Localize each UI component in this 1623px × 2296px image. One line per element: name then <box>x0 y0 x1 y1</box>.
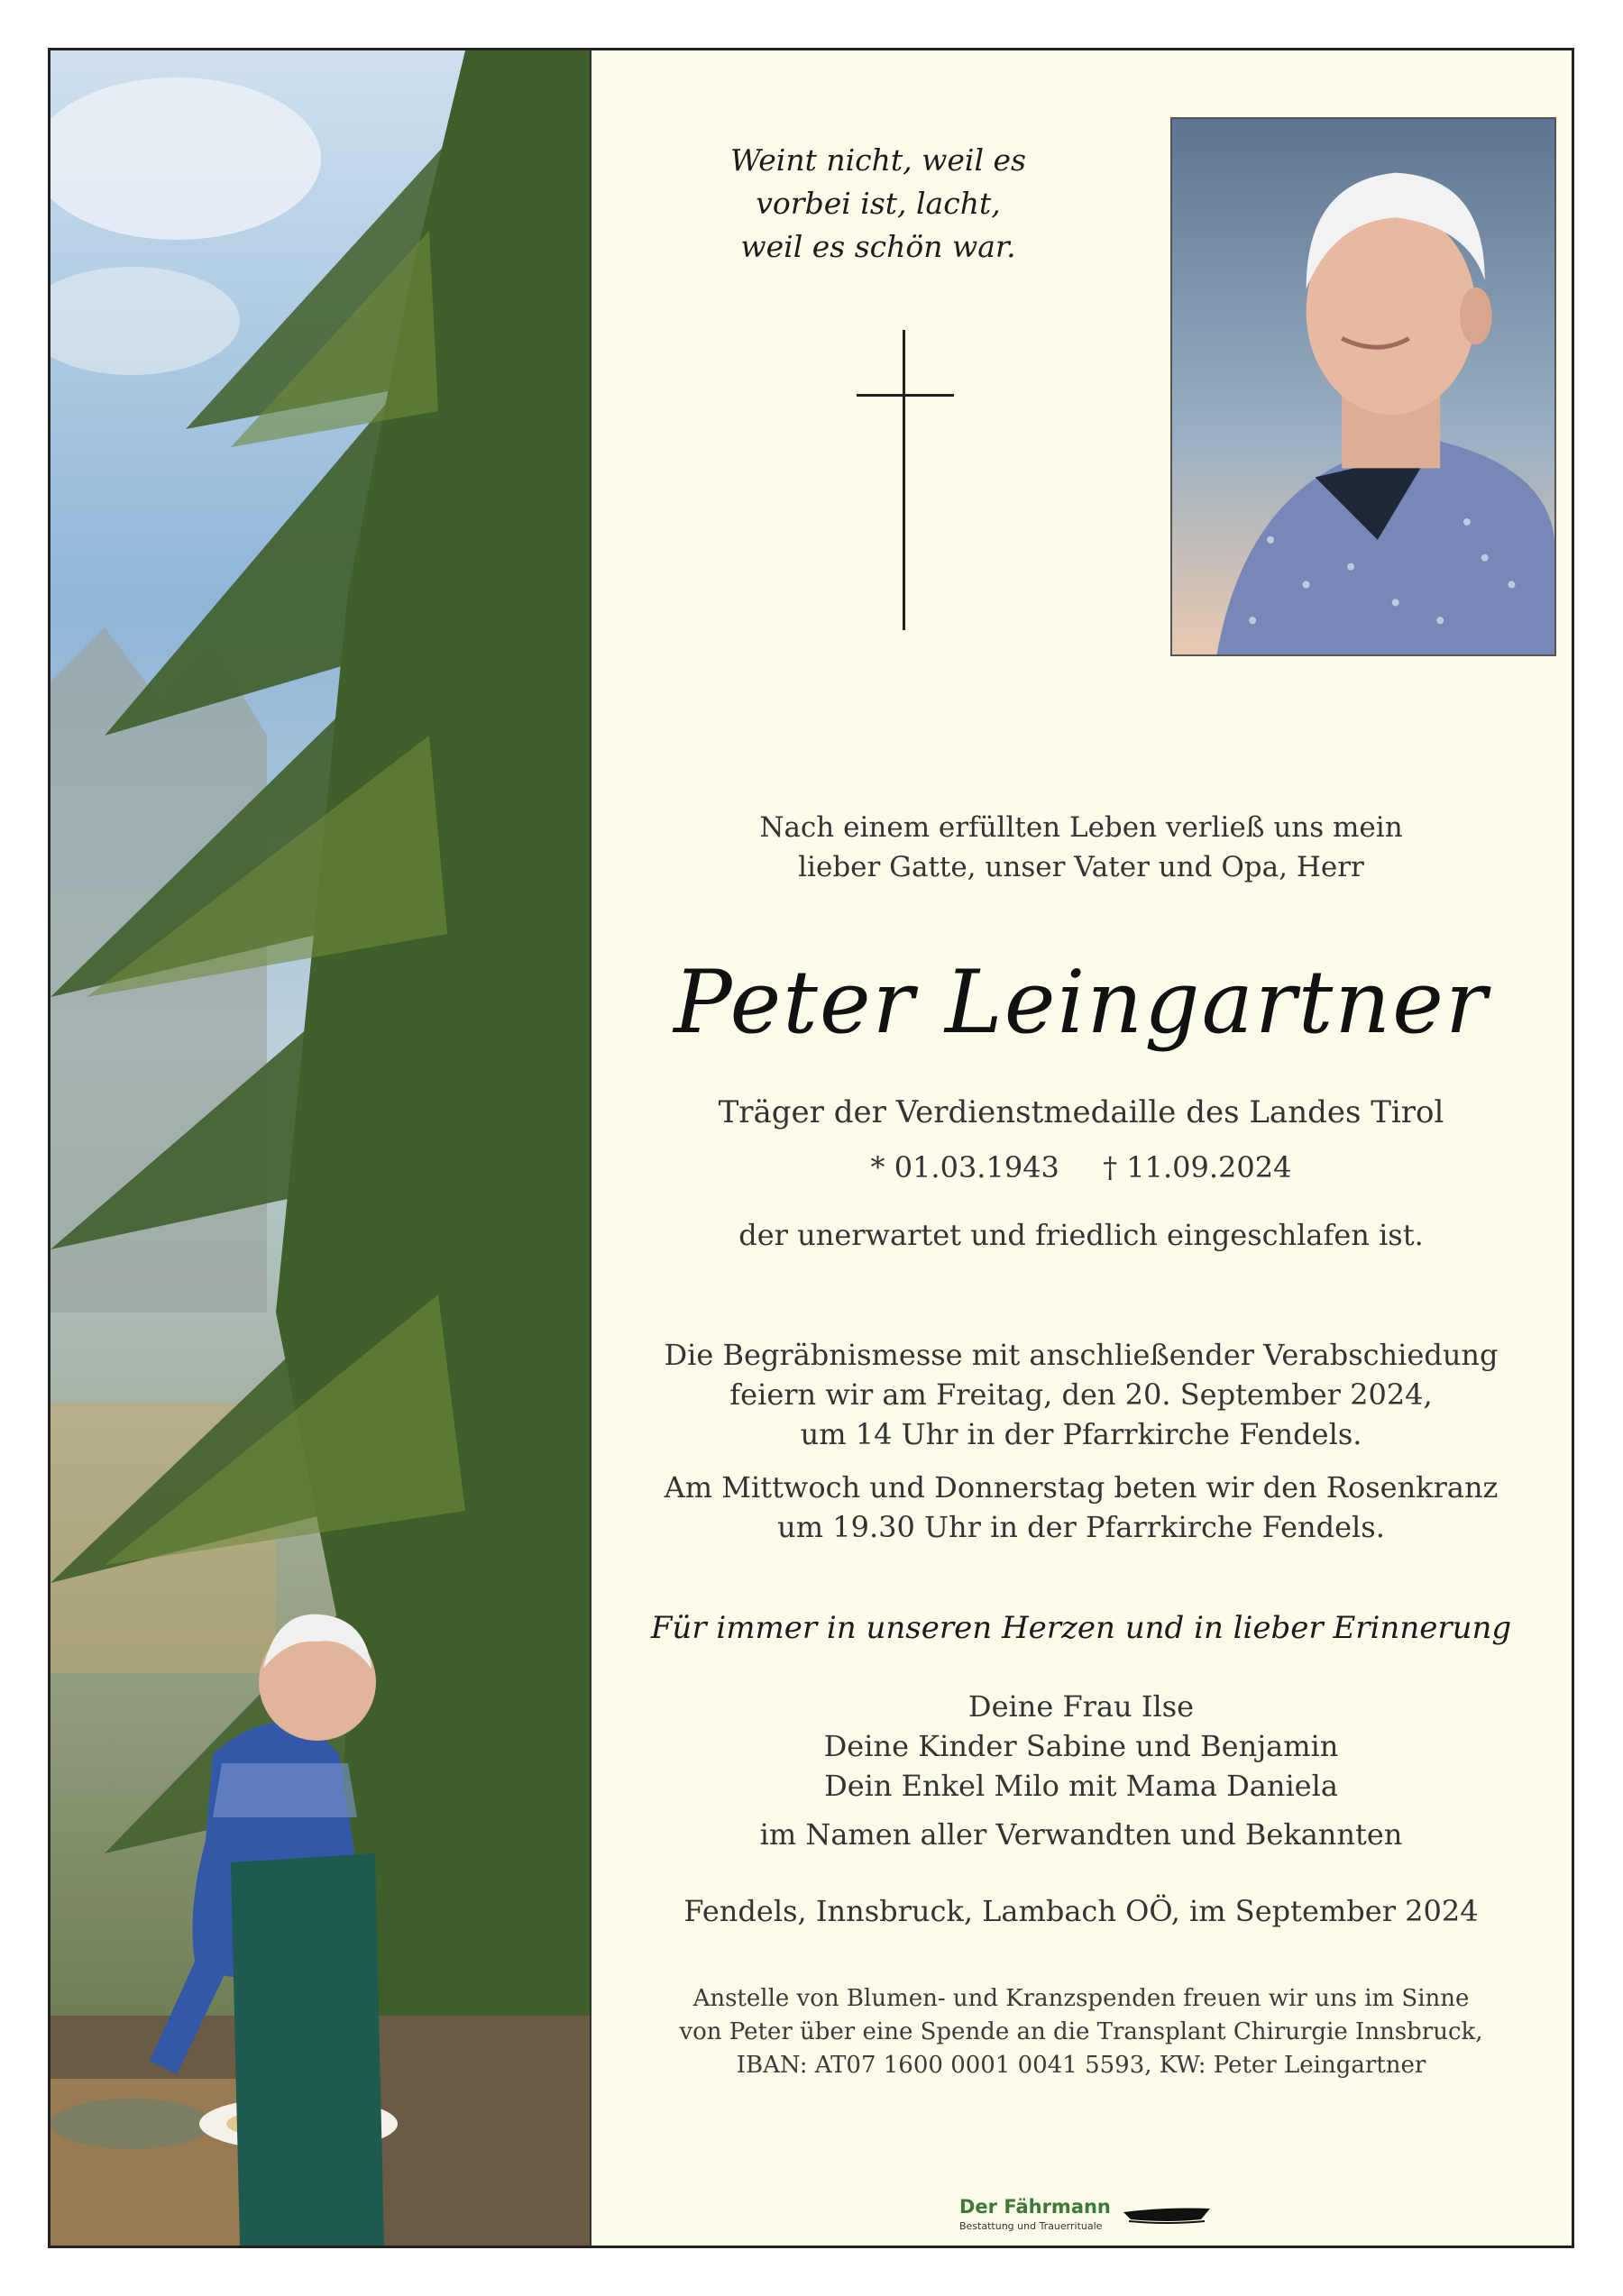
honor-line: Träger der Verdienstmedaille des Landes Tirol <box>718 1094 1444 1130</box>
funeral-home-logo <box>959 2196 1248 2241</box>
life-dates <box>590 1150 1573 1185</box>
motto-line: weil es schön war. <box>740 229 1016 264</box>
family-list <box>590 1687 1573 1806</box>
logo-name: Der Fährmann <box>959 2196 1111 2218</box>
passed-line: der unerwartet und friedlich eingeschlafen ist. <box>738 1218 1424 1252</box>
intro-line: Nach einem erfüllten Leben verließ uns mein <box>759 811 1403 844</box>
boat-icon <box>1122 2201 1212 2228</box>
family-member: Dein Enkel Milo mit Mama Daniela <box>824 1769 1338 1803</box>
donation-line: von Peter über eine Spende an die Transplant Chirurgie Innsbruck, <box>679 2018 1483 2045</box>
birth-date: * 01.03.1943 <box>870 1150 1059 1185</box>
deceased-name: Peter Leingartner <box>674 952 1489 1053</box>
cross-icon <box>903 330 905 630</box>
family-member: Deine Frau Ilse <box>967 1689 1195 1724</box>
logo-tagline: Bestattung und Trauerrituale <box>959 2220 1103 2232</box>
death-date: † 11.09.2024 <box>1103 1150 1292 1185</box>
obituary-content <box>590 50 1572 2246</box>
rosary-line: um 19.30 Uhr in der Pfarrkirche Fendels. <box>777 1510 1385 1544</box>
donation-line: Anstelle von Blumen- und Kranzspenden freuen wir uns im Sinne <box>692 1985 1470 2012</box>
tree-photo-illustration <box>50 50 590 2246</box>
rosary-info <box>590 1468 1573 1547</box>
portrait-illustration <box>1172 119 1554 654</box>
tree-photo <box>50 50 591 2246</box>
obituary-card <box>48 48 1574 2248</box>
portrait-photo <box>1170 117 1556 656</box>
mass-line: um 14 Uhr in der Pfarrkirche Fendels. <box>800 1417 1362 1451</box>
cross-icon-bar <box>857 394 954 397</box>
funeral-mass-info <box>590 1335 1573 1454</box>
family-member: Deine Kinder Sabine und Benjamin <box>823 1729 1339 1763</box>
donation-line: IBAN: AT07 1600 0001 0041 5593, KW: Peter Leingartner <box>736 2052 1426 2079</box>
intro-line: lieber Gatte, unser Vater und Opa, Herr <box>798 851 1364 883</box>
motto-quote <box>671 139 1086 269</box>
rosary-line: Am Mittwoch und Donnerstag beten wir den Rosenkranz <box>664 1470 1499 1505</box>
motto-line: vorbei ist, lacht, <box>756 186 1001 221</box>
mass-line: feiern wir am Freitag, den 20. September 2024, <box>729 1377 1433 1412</box>
relatives-line: im Namen aller Verwandten und Bekannten <box>759 1817 1403 1852</box>
motto-line: Weint nicht, weil es <box>730 142 1026 178</box>
memory-line: Für immer in unseren Herzen und in lieber Erinnerung <box>650 1610 1512 1646</box>
place-date: Fendels, Innsbruck, Lambach OÖ, im September 2024 <box>683 1894 1479 1928</box>
donation-note <box>590 1982 1573 2082</box>
intro-text <box>590 808 1573 887</box>
mass-line: Die Begräbnismesse mit anschließender Verabschiedung <box>664 1338 1499 1372</box>
